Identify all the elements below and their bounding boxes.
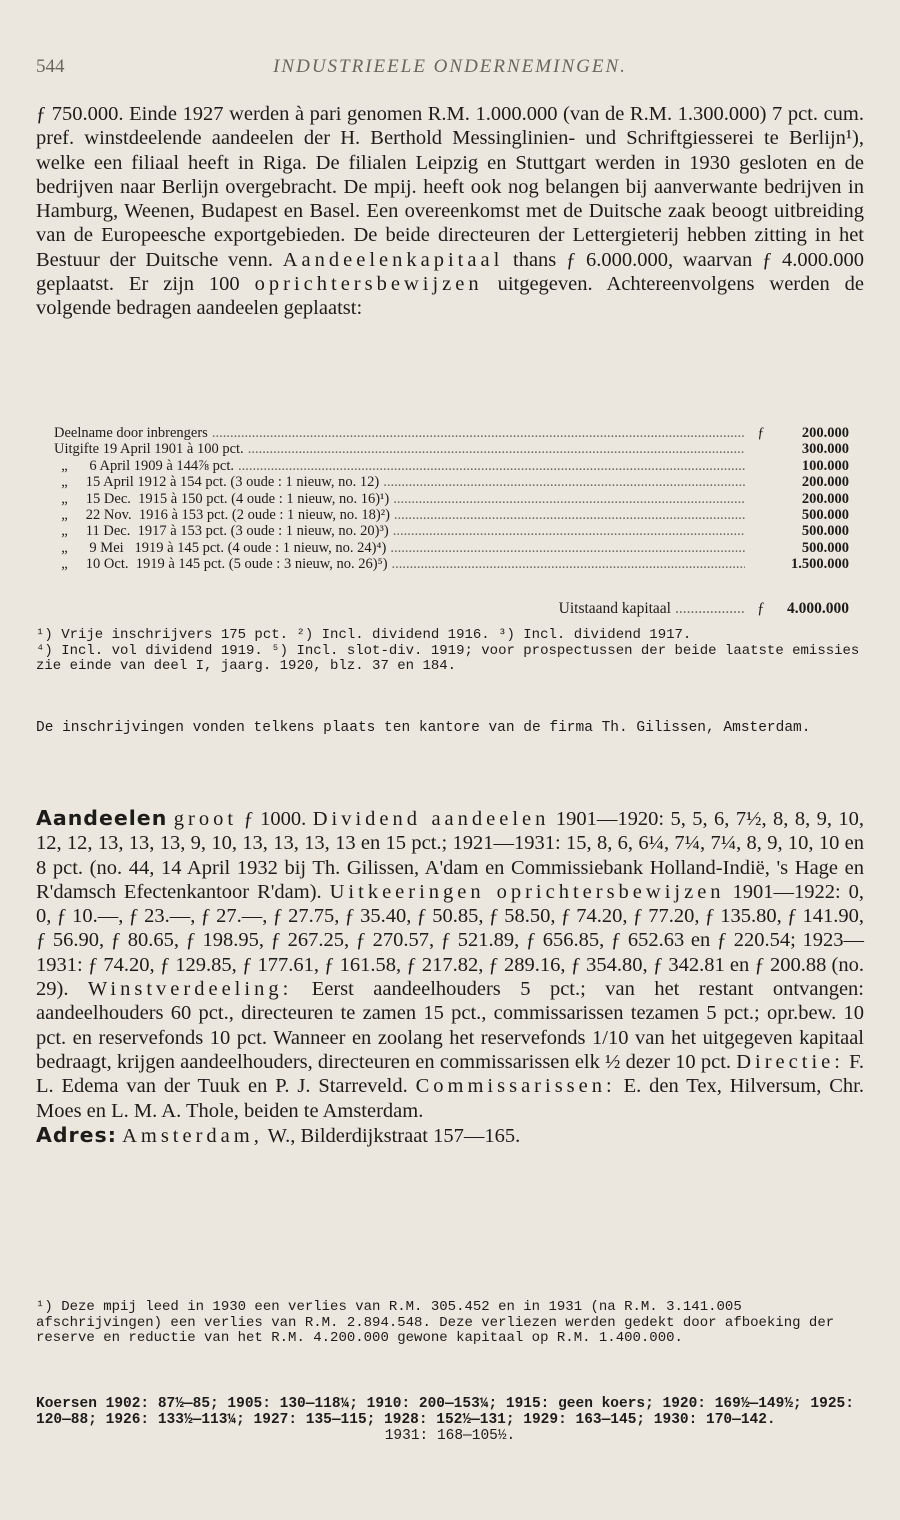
adres-text: W., Bilderdijkstraat 157—165. bbox=[267, 1124, 521, 1147]
table-footnotes bbox=[36, 627, 868, 675]
page-number: 544 bbox=[36, 56, 65, 77]
directie-text: F. L. Edema van der Tuuk en P. J. Starreveld. bbox=[36, 1050, 865, 1098]
leader-dots bbox=[238, 458, 745, 474]
shares-paragraph bbox=[36, 806, 864, 1148]
leader-dots bbox=[675, 600, 745, 618]
row-amount: 500.000 bbox=[801, 539, 849, 556]
row-currency bbox=[749, 441, 773, 457]
row-amount: 200.000 bbox=[801, 425, 849, 441]
aandeelen-heading: Aandeelen bbox=[36, 806, 168, 830]
row-currency bbox=[749, 491, 773, 507]
table-row bbox=[54, 540, 849, 556]
row-amount: 300.000 bbox=[801, 441, 849, 458]
row-label: „ 11 Dec. 1917 à 153 pct. (3 oude : 1 nieuw, no. 20)³) bbox=[54, 523, 389, 540]
row-amount: 200.000 bbox=[801, 474, 849, 491]
table-row bbox=[54, 474, 849, 490]
table-row bbox=[54, 441, 849, 457]
table-row bbox=[54, 458, 849, 474]
leader-dots bbox=[390, 540, 745, 556]
koersen-line-1: Koersen 1902: 87½—85; 1905: 130—118¼; 1910: 200—153¼; 1915: geen koers; 1920: 169½—149½; 1925: 120—88; 1926: 133½—113¼; 1927: 135—115; 1928: 152½—131; 1929: 163—145; 1930: 170—142. bbox=[36, 1396, 854, 1428]
total-currency: ƒ bbox=[757, 600, 765, 617]
adres-heading: Adres: bbox=[36, 1122, 117, 1147]
dividend-term: Dividend aandeelen bbox=[312, 808, 550, 830]
leader-dots bbox=[393, 523, 745, 539]
leader-dots bbox=[383, 474, 745, 490]
row-currency bbox=[749, 507, 773, 523]
row-amount: 500.000 bbox=[801, 507, 849, 524]
row-currency bbox=[749, 540, 773, 556]
row-label: „ 10 Oct. 1919 à 145 pct. (5 oude : 3 nieuw, no. 26)⁵) bbox=[54, 556, 388, 573]
company-history-paragraph bbox=[36, 102, 864, 321]
row-amount: 500.000 bbox=[801, 523, 849, 540]
row-label: „ 22 Nov. 1916 à 153 pct. (2 oude : 1 nieuw, no. 18)²) bbox=[54, 507, 390, 524]
issued-text: uitgegeven. Achtereenvolgens werden de volgende bedragen aandeelen geplaatst: bbox=[36, 273, 865, 320]
row-label: „ 15 Dec. 1915 à 150 pct. (4 oude : 1 nieuw, no. 16)¹) bbox=[54, 490, 390, 507]
total-label: Uitstaand kapitaal bbox=[558, 600, 671, 617]
koersen-block bbox=[36, 1396, 864, 1444]
running-title: INDUSTRIEELE ONDERNEMINGEN. bbox=[273, 56, 627, 77]
row-label: „ 15 April 1912 à 154 pct. (3 oude : 1 nieuw, no. 12) bbox=[54, 474, 380, 491]
row-amount: 200.000 bbox=[801, 490, 849, 507]
row-amount: 1.500.000 bbox=[791, 556, 849, 573]
table-note-2: ⁴) Incl. vol dividend 1919. ⁵) Incl. slot-div. 1919; voor prospectussen der beide laatste emissies zie einde van deel I, jaarg. 1920, blz. 37 en 184. bbox=[36, 642, 868, 674]
total-amount: 4.000.000 bbox=[787, 600, 849, 617]
row-label: Uitgifte 19 April 1901 à 100 pct. bbox=[54, 441, 244, 458]
row-amount: 100.000 bbox=[801, 457, 849, 474]
table-row bbox=[54, 507, 849, 523]
history-text: ƒ 750.000. Einde 1927 werden à pari genomen R.M. 1.000.000 (van de R.M. 1.300.000) 7 pct. cum. pref. winstdeelende aandeelen der H. Berthold Messinglinien- und Schriftgiesserei te Berlijn¹), welke een filiaal heeft in Riga. De filialen Leipzig en Stuttgart werden in 1930 gesloten en de bedrijven naar Berlijn overgebracht. De mpij. heeft ook nog belangen bij aanverwante bedrijven in Hamburg, Weenen, Budapest en Basel. Een overeenkomst met de Duitsche zaak beoogt uitbreiding van de Europeesche exportgebieden. De beide directeuren der Lettergieterij hebben zitting in het Bestuur der Duitsche venn. bbox=[36, 103, 864, 271]
leader-dots bbox=[393, 491, 745, 507]
outstanding-capital-total bbox=[54, 600, 849, 618]
leader-dots bbox=[212, 425, 745, 441]
oprichtersbewijzen-term: oprichtersbewijzen bbox=[254, 273, 483, 296]
leader-dots bbox=[392, 556, 745, 572]
uitkeeringen-text: 1901—1922: 0, 0, ƒ 10.—, ƒ 23.—, ƒ 27.—, ƒ 27.75, ƒ 35.40, ƒ 50.85, ƒ 58.50, ƒ 74.20, ƒ 77.20, ƒ 135.80, ƒ 141.90, ƒ 56.90, ƒ 80.65, ƒ 198.95, ƒ 267.25, ƒ 270.57, ƒ 521.89, ƒ 656.85, ƒ 652.63 en ƒ 220.54; 1923—1931: ƒ 74.20, ƒ 129.85, ƒ 177.61, ƒ 161.58, ƒ 217.82, ƒ 289.16, ƒ 354.80, ƒ 342.81 en ƒ 200.88 (no. 29). bbox=[36, 880, 864, 1001]
table-row bbox=[54, 491, 849, 507]
row-label: Deelname door inbrengers bbox=[54, 425, 208, 441]
aandeelenkapitaal-term: Aandeelenkapitaal bbox=[282, 248, 504, 271]
row-currency bbox=[749, 556, 773, 572]
koersen-line-2: 1931: 168—105½. bbox=[384, 1428, 516, 1444]
subscription-note: De inschrijvingen vonden telkens plaats ten kantore van de firma Th. Gilissen, Amsterdam. bbox=[36, 720, 811, 736]
uitkeeringen-term: Uitkeeringen oprichtersbewijzen bbox=[329, 880, 725, 903]
winstverdeeling-term: Winstverdeeling: bbox=[87, 978, 293, 1001]
directie-term: Directie: bbox=[736, 1050, 844, 1073]
row-currency bbox=[749, 523, 773, 539]
table-row bbox=[54, 556, 849, 572]
winstverdeeling-text: Eerst aandeelhouders 5 pct.; van het restant ontvangen: aandeelhouders 60 pct., directeuren te zamen 15 pct., commissarissen tezamen 5 pct.; opr.bew. 10 pct. en reservefonds 10 pct. Wanneer en zoolang het reservefonds 1/10 van het uitgegeven kapitaal bedraagt, krijgen aandeelhouders, directeuren en commissarissen elk ½ dezer 10 pct. bbox=[36, 978, 864, 1073]
groot-value: ƒ 1000. bbox=[243, 808, 307, 830]
commissarissen-text: E. den Tex, Hilversum, Chr. Moes en L. M. A. Thole, beiden te Amsterdam. bbox=[36, 1075, 865, 1122]
groot-term: groot bbox=[173, 808, 238, 830]
footnote: ¹) Deze mpij leed in 1930 een verlies van R.M. 305.452 en in 1931 (na R.M. 3.141.005 afschrijvingen) een verlies van R.M. 2.894.548. Deze verliezen werden gedekt door afboeking der reserve en reductie van het R.M. 4.200.000 gewone kapitaal op R.M. 1.400.000. bbox=[36, 1299, 835, 1346]
share-issues-table bbox=[54, 425, 849, 573]
row-currency bbox=[749, 474, 773, 490]
leader-dots bbox=[394, 507, 745, 523]
dividend-text: 1901—1920: 5, 5, 6, 7½, 8, 8, 9, 10, 12, 12, 13, 13, 13, 9, 10, 13, 13, 13, 13 en 15 pct.; 1921—1931: 15, 8, 6, 6¼, 7¼, 7¼, 8, 9, 10, 10 en 8 pct. (no. 44, 14 April 1932 bij Th. Gilissen, A'dam en Commissiebank Holland-Indië, 's Hage en R'damsch Efectenkantoor R'dam). bbox=[36, 808, 865, 903]
row-currency bbox=[749, 458, 773, 474]
table-row bbox=[54, 425, 849, 441]
row-label: „ 6 April 1909 à 144⅞ pct. bbox=[54, 457, 235, 474]
row-label: „ 9 Mei 1919 à 145 pct. (4 oude : 1 nieuw, no. 24)⁴) bbox=[54, 539, 387, 556]
table-note-1: ¹) Vrije inschrijvers 175 pct. ²) Incl. dividend 1916. ³) Incl. dividend 1917. bbox=[36, 627, 692, 643]
leader-dots bbox=[248, 441, 745, 457]
page-header bbox=[36, 56, 864, 84]
row-currency: ƒ bbox=[757, 425, 765, 441]
table-row bbox=[54, 523, 849, 539]
commissarissen-term: Commissarissen: bbox=[415, 1075, 616, 1098]
adres-city: Amsterdam, bbox=[122, 1124, 263, 1147]
capital-text: thans ƒ 6.000.000, waarvan ƒ 4.000.000 geplaatst. Er zijn 100 bbox=[36, 248, 864, 296]
